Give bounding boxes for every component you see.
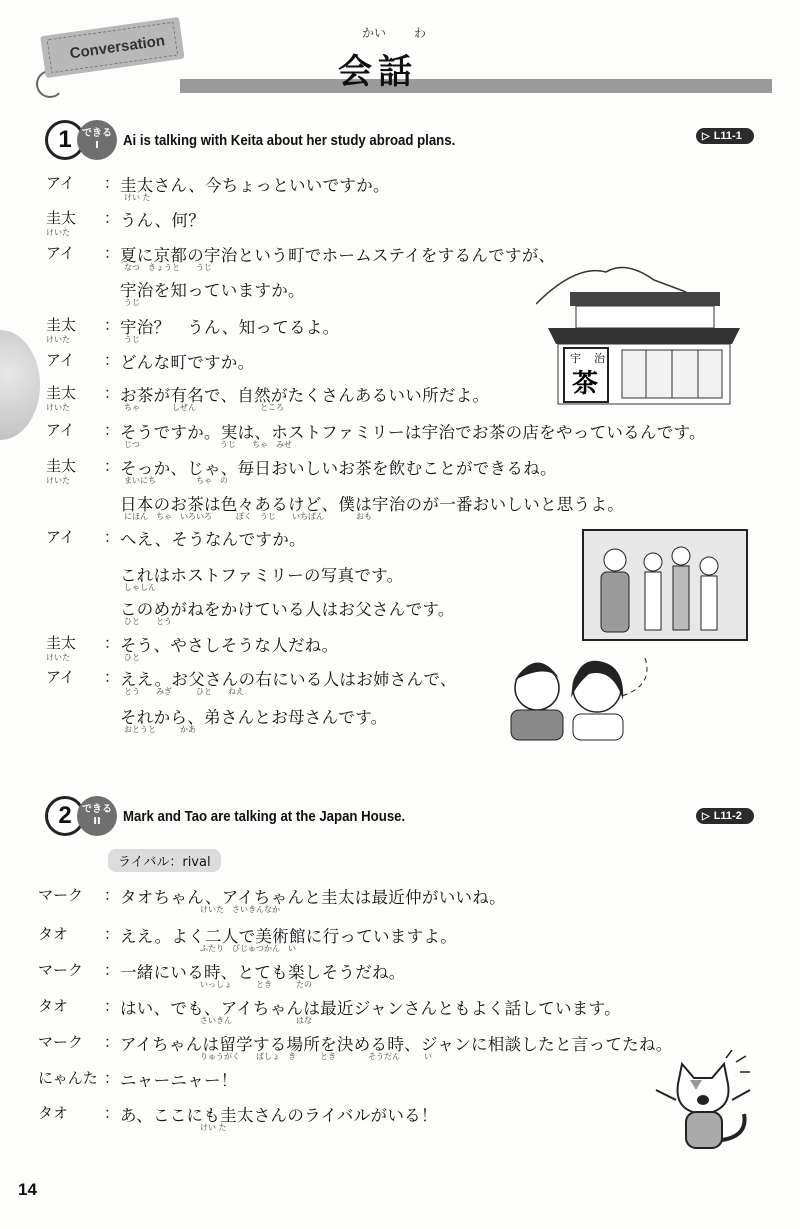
dialog-ruby: いっしょ とき たの bbox=[200, 980, 312, 989]
dialog-ruby: おとうと かあ bbox=[124, 725, 196, 734]
section-2-header bbox=[45, 796, 444, 836]
colon: ： bbox=[104, 961, 120, 979]
badge-sub: II bbox=[93, 816, 101, 827]
dialog-ruby: ふたり びじゅつかん い bbox=[200, 944, 296, 953]
speaker-name: アイ bbox=[46, 668, 75, 686]
colon: ： bbox=[104, 457, 120, 475]
section-title: Mark and Tao are talking at the Japan House. bbox=[123, 807, 406, 825]
sign-char-cha: 茶 bbox=[572, 369, 599, 399]
dekiru-badge bbox=[77, 796, 117, 836]
speaker-name: 圭太 bbox=[46, 209, 77, 227]
dialog-text: 宇治を知っていますか。 bbox=[120, 281, 305, 300]
dialog-text: 宇治？ うん、知ってるよ。 bbox=[120, 318, 340, 337]
audio-track-button[interactable] bbox=[696, 808, 754, 824]
title-ruby-1: かい bbox=[362, 26, 387, 40]
dialog-text: へえ、そうなんですか。 bbox=[120, 530, 306, 549]
dialog-ruby: なつ きょうと うじ bbox=[124, 263, 212, 272]
conversation-tag-label: Conversation bbox=[47, 22, 178, 73]
colon: ： bbox=[104, 1069, 120, 1087]
speaker-name: タオ bbox=[38, 925, 69, 943]
speaker-name: タオ bbox=[38, 1104, 69, 1122]
header-rule bbox=[180, 79, 772, 93]
colon: ： bbox=[104, 316, 120, 334]
speaker-ruby: けいた bbox=[46, 228, 70, 237]
speaker-name: 圭太 bbox=[46, 384, 77, 402]
dialog-ruby: うじ bbox=[124, 298, 140, 307]
dekiru-badge bbox=[77, 120, 117, 160]
colon: ： bbox=[104, 1033, 120, 1051]
title-ruby-2: わ bbox=[414, 26, 427, 40]
family-photo-illustration bbox=[505, 528, 750, 743]
page-number: 14 bbox=[18, 1180, 37, 1199]
dialog-text: どんな町ですか。 bbox=[120, 353, 255, 372]
badge-label: できる bbox=[82, 128, 112, 139]
dialog-text: 日本のお茶は色々あるけど、僕は宇治のが一番おいしいと思うよ。 bbox=[120, 495, 624, 514]
dialog-text: このめがねをかけている人はお父さんです。 bbox=[120, 600, 455, 619]
conversation-tag bbox=[40, 17, 184, 78]
section-1-header bbox=[45, 120, 501, 160]
section-title: Ai is talking with Keita about her study abroad plans. bbox=[123, 131, 456, 149]
colon: ： bbox=[104, 174, 120, 192]
dialog-text: タオちゃん、アイちゃんと圭太は最近仲がいいね。 bbox=[120, 888, 506, 907]
speaker-name: アイ bbox=[46, 528, 75, 546]
dialog-text: はい、でも、アイちゃんは最近ジャンさんともよく話しています。 bbox=[120, 999, 621, 1018]
colon: ： bbox=[104, 668, 120, 686]
sign-char-u: 宇 bbox=[570, 352, 581, 365]
dialog-ruby: うじ bbox=[124, 335, 140, 344]
speaker-name: アイ bbox=[46, 244, 75, 262]
speaker-name: マーク bbox=[38, 886, 84, 904]
dialog-ruby: けい た bbox=[200, 1123, 227, 1132]
sign-char-ji: 治 bbox=[594, 352, 605, 365]
speaker-icon: ▷ bbox=[702, 130, 710, 142]
colon: ： bbox=[104, 421, 120, 439]
dialog-text: ニャーニャー！ bbox=[120, 1071, 238, 1090]
speaker-name: 圭太 bbox=[46, 457, 77, 475]
speaker-ruby: けいた bbox=[46, 403, 70, 412]
dialog-ruby: しゃしん bbox=[124, 583, 156, 592]
dialog-text: 一緒にいる時、とても楽しそうだね。 bbox=[120, 963, 406, 982]
vocab-note: ライバル：rival bbox=[108, 849, 221, 872]
dialog-text: あ、ここにも圭太さんのライバルがいる！ bbox=[120, 1106, 438, 1125]
dialog-ruby: ひと とう bbox=[124, 617, 172, 626]
dialog-text: うん、何？ bbox=[120, 211, 205, 230]
badge-label: できる bbox=[82, 804, 112, 815]
badge-sub: I bbox=[95, 140, 99, 151]
colon: ： bbox=[104, 1104, 120, 1122]
dialog-text: アイちゃんは留学する場所を決める時、ジャンに相談したと言ってたね。 bbox=[120, 1035, 673, 1054]
audio-track-button[interactable] bbox=[696, 128, 754, 144]
dialog-text: お茶が有名で、自然がたくさんあるいい所だよ。 bbox=[120, 386, 490, 405]
colon: ： bbox=[104, 997, 120, 1015]
dialog-ruby: ちゃ しぜん ところ bbox=[124, 403, 284, 412]
dialog-text: 夏に京都の宇治という町でホームステイをするんですが、 bbox=[120, 246, 556, 265]
speaker-name: 圭太 bbox=[46, 316, 77, 334]
dialog-ruby: にほん ちゃ いろいろ ぼく うじ いちばん おも bbox=[124, 512, 372, 521]
dialog-text: ええ。よく二人で美術館に行っていますよ。 bbox=[120, 927, 457, 946]
speaker-name: アイ bbox=[46, 174, 75, 192]
speaker-name: アイ bbox=[46, 351, 75, 369]
colon: ： bbox=[104, 886, 120, 904]
speaker-name: 圭太 bbox=[46, 634, 77, 652]
dialog-ruby: じつ うじ ちゃ みせ bbox=[124, 440, 292, 449]
colon: ： bbox=[104, 384, 120, 402]
dialog-ruby: けいた さいきんなか bbox=[200, 905, 280, 914]
dialog-ruby: さいきん はな bbox=[200, 1016, 312, 1025]
audio-track-label: L11-1 bbox=[713, 130, 742, 142]
colon: ： bbox=[104, 528, 120, 546]
cat-nyanta-illustration bbox=[652, 1050, 757, 1155]
colon: ： bbox=[104, 209, 120, 227]
dialog-text: それから、弟さんとお母さんです。 bbox=[120, 708, 388, 727]
dialog-ruby: ひと bbox=[124, 653, 140, 662]
speaker-ruby: けいた bbox=[46, 476, 70, 485]
audio-track-label: L11-2 bbox=[713, 810, 742, 822]
dialog-text: そっか、じゃ、毎日おいしいお茶を飲むことができるね。 bbox=[120, 459, 557, 478]
dialog-ruby: まいにち ちゃ の bbox=[124, 476, 228, 485]
colon: ： bbox=[104, 925, 120, 943]
dialog-ruby: けい た bbox=[124, 193, 151, 202]
speaker-ruby: けいた bbox=[46, 653, 70, 662]
page-title: 会話 bbox=[338, 52, 418, 92]
speaker-name: にゃんた bbox=[38, 1069, 98, 1087]
speaker-icon: ▷ bbox=[702, 810, 710, 822]
colon: ： bbox=[104, 634, 120, 652]
speaker-name: マーク bbox=[38, 961, 84, 979]
speaker-ruby: けいた bbox=[46, 335, 70, 344]
dialog-text: ええ。お父さんの右にいる人はお姉さんで、 bbox=[120, 670, 457, 689]
speaker-name: タオ bbox=[38, 997, 69, 1015]
colon: ： bbox=[104, 351, 120, 369]
dialog-text: そう、やさしそうな人だね。 bbox=[120, 636, 339, 655]
section-number: 1 bbox=[45, 120, 85, 160]
dialog-ruby: りゅうがく ばしょ き とき そうだん い bbox=[200, 1052, 432, 1061]
speaker-name: アイ bbox=[46, 421, 75, 439]
dialog-ruby: とう みぎ ひと ねえ bbox=[124, 687, 244, 696]
colon: ： bbox=[104, 244, 120, 262]
dialog-text: 圭太さん、今ちょっといいですか。 bbox=[120, 176, 390, 195]
section-number: 2 bbox=[45, 796, 85, 836]
tea-shop-illustration bbox=[536, 262, 748, 412]
speaker-name: マーク bbox=[38, 1033, 84, 1051]
dialog-text: そうですか。実は、ホストファミリーは宇治でお茶の店をやっているんです。 bbox=[120, 423, 706, 442]
page-edge-tab bbox=[0, 330, 40, 440]
dialog-text: これはホストファミリーの写真です。 bbox=[120, 566, 404, 585]
